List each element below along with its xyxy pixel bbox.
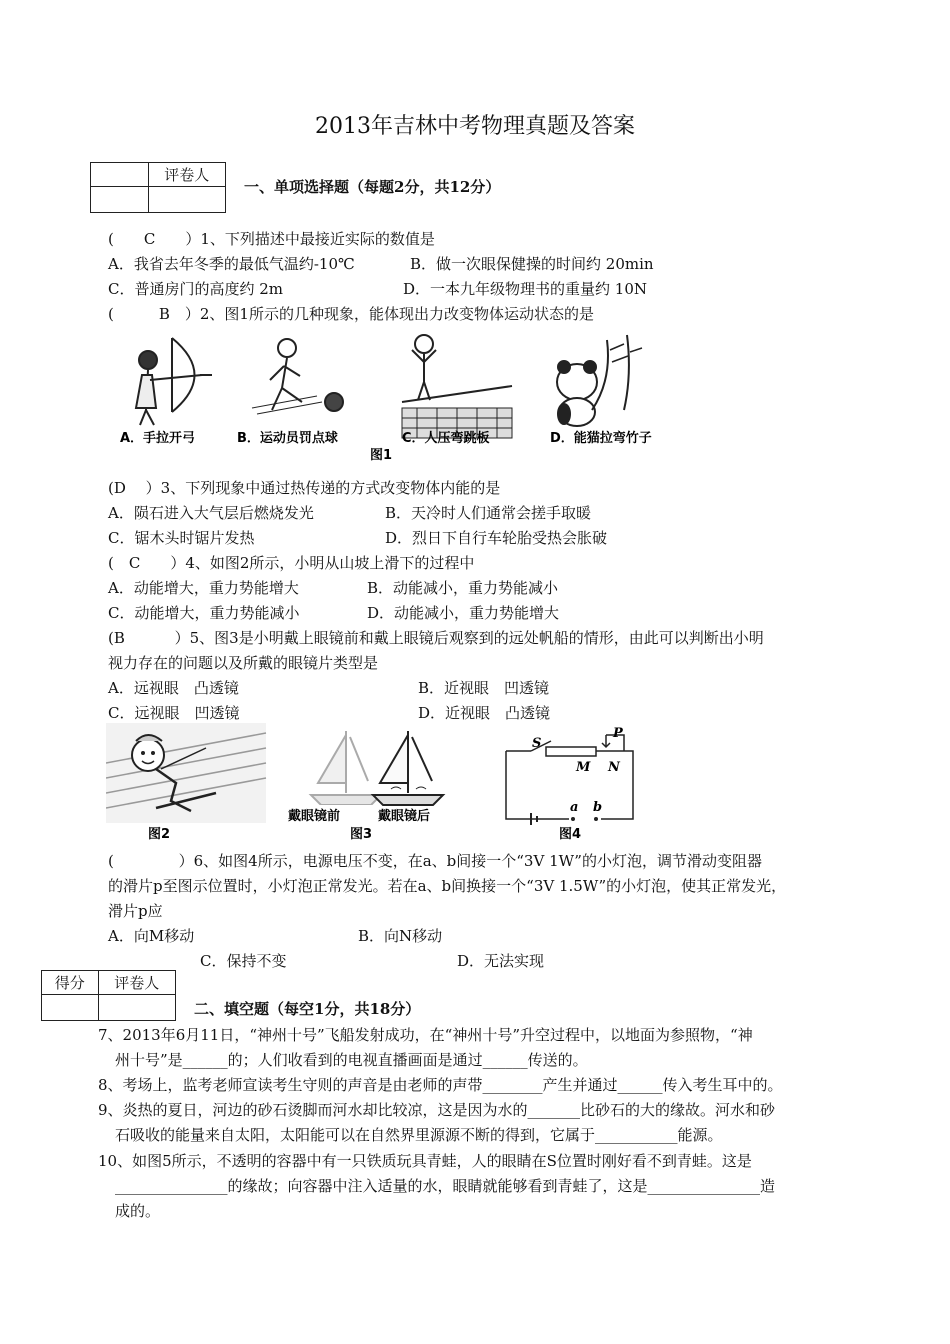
q4-option-a: A．动能增大，重力势能增大 [108, 579, 299, 597]
score-cell [91, 187, 149, 213]
figure1-caption-a: A．手拉开弓 [120, 431, 196, 446]
q5-stem-line1: (B ）5、图3是小明戴上眼镜前和戴上眼镜后观察到的远处帆船的情形，由此可以判断出小明 [108, 629, 764, 647]
figure2-label: 图2 [148, 827, 171, 842]
score-cell [98, 995, 175, 1021]
point-a-label: a [570, 800, 579, 815]
grader-label: 评卷人 [148, 163, 225, 187]
section2-heading: 二、填空题（每空1分，共18分） [194, 1000, 421, 1018]
q6-option-a: A．向M移动 [108, 927, 195, 945]
q5-option-d: D．近视眼 凸透镜 [418, 704, 551, 722]
q1-option-d: D．一本九年级物理书的重量约 10N [403, 280, 648, 298]
score-cell [148, 187, 225, 213]
figure3-before-label: 戴眼镜前 [288, 809, 341, 824]
q9-line1: 9、炎热的夏日，河边的砂石烫脚而河水却比较凉，这是因为水的_______比砂石的大的缘故。河水和砂 [98, 1101, 776, 1119]
q6-line2: 的滑片p至图示位置时，小灯泡正常发光。若在a、b间换接一个“3V 1.5W”的小灯泡，使其正常发光， [108, 877, 787, 895]
q7-line2: 州十号”是______的；人们收看到的电视直播画面是通过______传送的。 [115, 1051, 588, 1069]
q7-line1: 7、2013年6月11日，“神州十号”飞船发射成功，在“神州十号”升空过程中，以地面为参照物，“神 [98, 1026, 753, 1044]
q10-line1: 10、如图5所示，不透明的容器中有一只铁质玩具青蛙，人的眼睛在S位置时刚好看不到青蛙。这是 [98, 1152, 752, 1170]
score-cell [42, 995, 99, 1021]
q5-option-c: C．远视眼 凹透镜 [108, 704, 240, 722]
figure4-label: 图4 [559, 827, 582, 842]
figure1-label: 图1 [370, 448, 393, 463]
page-title: 2013年吉林中考物理真题及答案 [315, 114, 635, 139]
q1-option-a: A．我省去年冬季的最低气温约-10℃ [108, 255, 355, 273]
section1-heading: 一、单项选择题（每题2分，共12分） [244, 178, 501, 196]
panda-drawing [557, 335, 642, 426]
blurry-boat-drawing [311, 731, 381, 805]
score-box-section2 [41, 970, 176, 1021]
q2-stem: ( B ）2、图1所示的几种现象，能体现出力改变物体运动状态的是 [108, 305, 594, 323]
q4-option-b: B．动能减小，重力势能减小 [367, 579, 559, 597]
q6-line3: 滑片p应 [108, 902, 163, 920]
q9-line2: 石吸收的能量来自太阳，太阳能可以在自然界里源源不断的得到，它属于___________能源。 [115, 1126, 723, 1144]
q1-stem: ( C ）1、下列描述中最接近实际的数值是 [108, 230, 435, 248]
q8-line1: 8、考场上，监考老师宣读考生守则的声音是由老师的声带________产生并通过______传入考生耳中的。 [98, 1076, 783, 1094]
q5-option-a: A．远视眼 凸透镜 [108, 679, 239, 697]
terminal-m-label: M [576, 760, 591, 775]
figure3-label: 图3 [350, 827, 373, 842]
q6-line1: ( ）6、如图4所示，电源电压不变，在a、b间接一个“3V 1W”的小灯泡，调节滑动变阻器 [108, 852, 762, 870]
q10-line3: 成的。 [115, 1202, 161, 1220]
q3-stem: (D ）3、下列现象中通过热传递的方式改变物体内能的是 [108, 479, 501, 497]
q3-option-b: B．天冷时人们通常会搓手取暖 [385, 504, 592, 522]
diving-board-drawing [402, 335, 512, 438]
q1-option-b: B．做一次眼保健操的时间约 20min [410, 255, 654, 273]
slider-label: P [613, 726, 623, 741]
switch-label: S [532, 736, 542, 751]
q4-option-c: C．动能增大，重力势能减小 [108, 604, 300, 622]
grader-label: 评卷人 [98, 971, 175, 995]
archer-drawing [136, 338, 212, 425]
soccer-player-drawing [252, 339, 343, 414]
q6-option-c: C．保持不变 [200, 952, 287, 970]
q3-option-a: A．陨石进入大气层后燃烧发光 [108, 504, 314, 522]
q3-option-c: C．锯木头时锯片发热 [108, 529, 255, 547]
figure3-after-label: 戴眼镜后 [378, 809, 431, 824]
figure-1 [112, 330, 672, 465]
q6-option-b: B．向N移动 [358, 927, 443, 945]
q5-option-b: B．近视眼 凹透镜 [418, 679, 550, 697]
q4-option-d: D．动能减小，重力势能增大 [367, 604, 560, 622]
terminal-n-label: N [608, 760, 620, 775]
clear-boat-drawing [373, 731, 443, 805]
q5-stem-line2: 视力存在的问题以及所戴的眼镜片类型是 [108, 654, 379, 672]
q10-line2: _______________的缘故；向容器中注入适量的水，眼睛就能够看到青蛙了，这是_______________造 [115, 1177, 776, 1195]
score-cell [91, 163, 149, 187]
q6-option-d: D．无法实现 [457, 952, 545, 970]
q4-stem: ( C ）4、如图2所示，小明从山坡上滑下的过程中 [108, 554, 475, 572]
figure1-caption-b: B．运动员罚点球 [237, 431, 338, 446]
score-box-section1 [90, 162, 226, 213]
point-b-label: b [593, 800, 603, 815]
q3-option-d: D．烈日下自行车轮胎受热会胀破 [385, 529, 608, 547]
q1-option-c: C．普通房门的高度约 2m [108, 280, 284, 298]
figures-2-3-4 [106, 723, 641, 843]
skier-drawing [106, 723, 266, 823]
figure1-caption-d: D．能猫拉弯竹子 [550, 431, 652, 446]
figure1-caption-c: C．人压弯跳板 [402, 431, 490, 446]
score-label: 得分 [42, 971, 99, 995]
